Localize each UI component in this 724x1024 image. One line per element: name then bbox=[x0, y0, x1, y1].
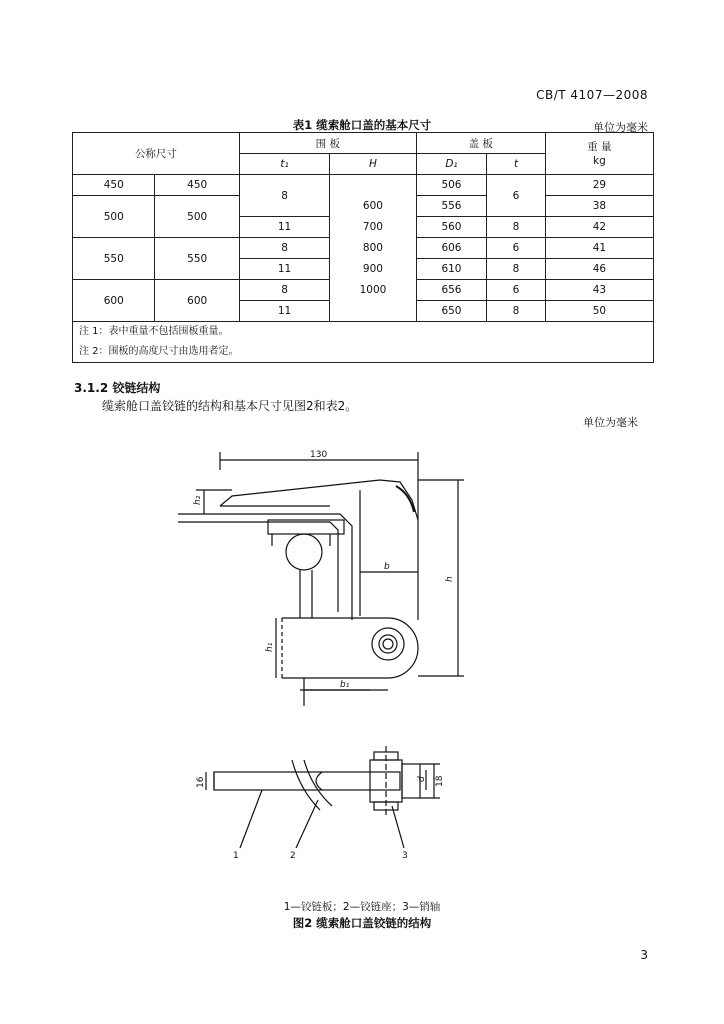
cell-t1: 8 bbox=[239, 175, 329, 217]
dim-label-b: b bbox=[384, 562, 390, 572]
cell-t: 8 bbox=[487, 301, 546, 322]
header-weight-label: 重 量 bbox=[587, 140, 612, 153]
dim-label-d: d bbox=[417, 776, 427, 782]
standard-code: CB/T 4107—2008 bbox=[536, 88, 648, 102]
table-notes bbox=[73, 322, 654, 363]
cell-nominal: 550 bbox=[73, 238, 155, 280]
cell-t1: 11 bbox=[239, 259, 329, 280]
callout-leader bbox=[296, 800, 318, 848]
callout-1: 1 bbox=[233, 851, 239, 861]
hinge-drawing bbox=[0, 430, 724, 900]
cell-weight: 38 bbox=[545, 196, 653, 217]
cell-D1: 506 bbox=[416, 175, 487, 196]
header-weight-unit: kg bbox=[593, 154, 606, 167]
cell-nominal: 500 bbox=[73, 196, 155, 238]
cell-t: 6 bbox=[487, 280, 546, 301]
header-t: t bbox=[487, 154, 546, 175]
figure-legend: 1—铰链板；2—铰链座；3—销轴 bbox=[283, 901, 441, 913]
cell-nominal: 600 bbox=[73, 280, 155, 322]
header-H: H bbox=[330, 154, 416, 175]
dim-label-b1: b₁ bbox=[340, 680, 350, 690]
pin-core bbox=[383, 639, 393, 649]
dim-label-h2: h₂ bbox=[193, 495, 203, 505]
hinge-plate-side bbox=[214, 772, 400, 790]
cell-t: 8 bbox=[487, 217, 546, 238]
dim-label-h1: h₁ bbox=[265, 642, 275, 652]
cell-D1: 560 bbox=[416, 217, 487, 238]
cell-t: 8 bbox=[487, 259, 546, 280]
dim-label-16: 16 bbox=[196, 776, 206, 788]
header-coaming: 围 板 bbox=[239, 133, 416, 154]
pin-circle bbox=[372, 628, 404, 660]
cell-D1: 610 bbox=[416, 259, 487, 280]
cell-H-value: 1000 bbox=[359, 283, 387, 296]
cell-D1: 656 bbox=[416, 280, 487, 301]
hinge-knuckle bbox=[282, 618, 418, 678]
cell-D1: 650 bbox=[416, 301, 487, 322]
header-weight bbox=[545, 133, 653, 175]
cell-D1: 606 bbox=[416, 238, 487, 259]
callout-leader bbox=[392, 806, 404, 848]
cell-weight: 42 bbox=[545, 217, 653, 238]
dimensions-table bbox=[72, 132, 654, 363]
table-title: 表1 缆索舱口盖的基本尺寸 bbox=[292, 118, 432, 132]
cell-H-group bbox=[330, 175, 416, 322]
figure-unit: 单位为毫米 bbox=[583, 416, 638, 429]
cell-t1: 11 bbox=[239, 301, 329, 322]
table-unit: 单位为毫米 bbox=[593, 121, 648, 134]
pin-inner bbox=[379, 635, 397, 653]
header-D1: D₁ bbox=[416, 154, 487, 175]
cell-t1: 8 bbox=[239, 280, 329, 301]
cell-t1: 8 bbox=[239, 238, 329, 259]
note-1: 注 1：表中重量不包括围板重量。 bbox=[79, 326, 229, 337]
cell-weight: 50 bbox=[545, 301, 653, 322]
table-row bbox=[73, 175, 654, 196]
dim-label-h: h bbox=[445, 576, 455, 582]
callout-leader bbox=[240, 790, 262, 848]
dim-label-18: 18 bbox=[435, 775, 445, 787]
cell-D: 550 bbox=[155, 238, 239, 280]
cell-D: 500 bbox=[155, 196, 239, 238]
section-heading: 3.1.2 铰链结构 bbox=[74, 381, 161, 395]
header-t1: t₁ bbox=[239, 154, 329, 175]
cell-t1: 11 bbox=[239, 217, 329, 238]
cell-H-value: 700 bbox=[362, 220, 383, 233]
cell-weight: 29 bbox=[545, 175, 653, 196]
table-header-row bbox=[73, 133, 654, 154]
cell-t: 6 bbox=[487, 238, 546, 259]
cell-weight: 43 bbox=[545, 280, 653, 301]
section-body: 缆索舱口盖铰链的结构和基本尺寸见图2和表2。 bbox=[102, 399, 358, 413]
cell-t: 6 bbox=[487, 175, 546, 217]
cell-D1: 556 bbox=[416, 196, 487, 217]
page-number: 3 bbox=[640, 948, 648, 962]
hinge-seat-side bbox=[316, 772, 322, 790]
cell-H-value: 900 bbox=[362, 262, 383, 275]
ball bbox=[286, 534, 322, 570]
dim-label-130: 130 bbox=[310, 450, 328, 460]
header-nominal-size: 公称尺寸 bbox=[73, 133, 240, 175]
figure-caption: 图2 缆索舱口盖铰链的结构 bbox=[292, 916, 432, 930]
hinge-seat-side bbox=[304, 760, 332, 806]
cell-weight: 46 bbox=[545, 259, 653, 280]
cell-D: 450 bbox=[155, 175, 239, 196]
cell-D: 600 bbox=[155, 280, 239, 322]
plate-outline bbox=[178, 514, 352, 620]
cell-nominal: 450 bbox=[73, 175, 155, 196]
cell-H-value: 800 bbox=[362, 241, 383, 254]
cell-weight: 41 bbox=[545, 238, 653, 259]
table-notes-row bbox=[73, 322, 654, 363]
cell-H-value: 600 bbox=[362, 199, 383, 212]
note-2: 注 2：围板的高度尺寸由选用者定。 bbox=[79, 346, 239, 357]
header-cover: 盖 板 bbox=[416, 133, 545, 154]
callout-2: 2 bbox=[290, 851, 296, 861]
callout-3: 3 bbox=[402, 851, 408, 861]
